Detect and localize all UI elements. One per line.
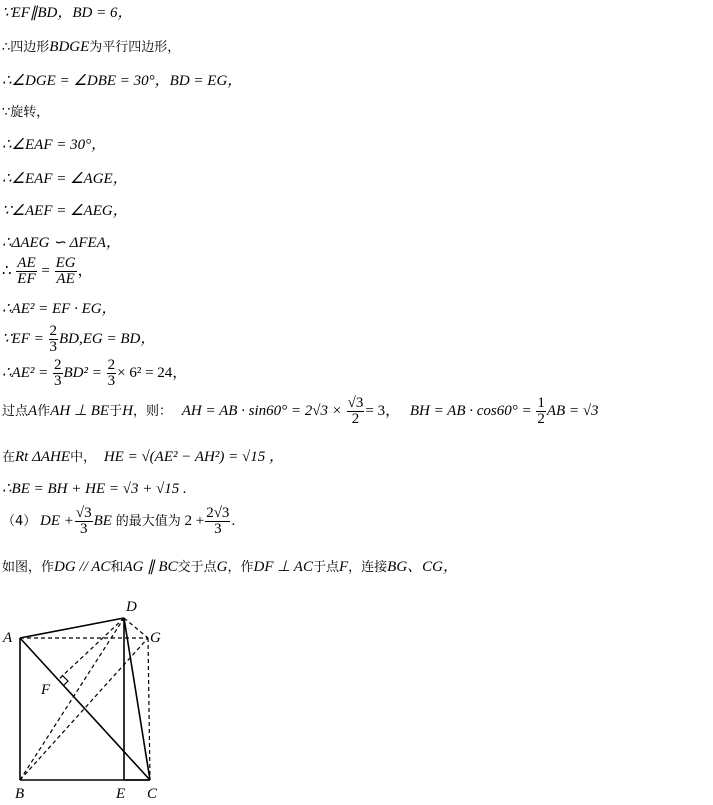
fraction-eg-ae: $\frac{EG}{AE}$ <box>55 255 76 287</box>
line-4: ∵旋转， <box>2 105 50 120</box>
label-e: E <box>116 786 126 802</box>
line-17: 如图，作DG // AC和AG ∥ BC交于点G，作DF ⊥ AC于点F，连接BG、CG， <box>2 559 458 575</box>
fraction-two-thirds-a: $\frac{2}{3}$ <box>54 357 62 389</box>
segment-gc <box>148 638 150 780</box>
line-8: ∴ΔAEG ∽ ΔFEA， <box>2 235 121 251</box>
line-2: ∴四边形BDGE为平行四边形， <box>2 39 181 55</box>
line-1: ∵EF∥BD，BD = 6， <box>2 5 133 21</box>
line-15: ∴BE = BH + HE = √3 + √15 . <box>2 481 187 497</box>
line-7: ∵∠AEF = ∠AEG， <box>2 203 128 219</box>
line-14: 在Rt ΔAHE中， HE = √(AE² − AH²) = √15 ， <box>2 449 284 465</box>
label-g: G <box>150 630 161 646</box>
fraction-two-thirds-b: $\frac{2}{3}$ <box>107 357 116 389</box>
line-10: ∴AE² = EF · EG， <box>2 301 117 317</box>
fraction-one-half: $\frac{1}{2}$ <box>537 395 545 427</box>
segment-dg <box>124 618 148 638</box>
line-6: ∴∠EAF = ∠AGE， <box>2 171 128 187</box>
fraction-sqrt3-over-2: $\frac{√3}{2}$ <box>347 395 364 427</box>
label-a: A <box>3 630 13 646</box>
line-11: ∵EF = $\frac{2}{3}$ BD,EG = BD， <box>2 323 156 355</box>
line-3: ∴∠DGE = ∠DBE = 30°，BD = EG， <box>2 73 243 89</box>
fraction-sqrt3-over-3: $\frac{√3}{3}$ <box>75 505 92 537</box>
label-c: C <box>147 786 158 802</box>
line-16: （4） DE + $\frac{√3}{3}$ BE 的最大值为 2 + $\frac{2√3}{3}$ . <box>2 505 236 537</box>
line-9: ∴ $\frac{AE}{EF}$ = $\frac{EG}{AE}$ ， <box>2 255 93 287</box>
fraction-two-thirds: $\frac{2}{3}$ <box>49 323 57 355</box>
geometry-figure <box>0 590 200 805</box>
label-b: B <box>15 786 25 802</box>
segment-df <box>58 618 124 680</box>
label-d: D <box>126 599 137 615</box>
segment-ad <box>20 618 124 638</box>
line-13: 过点A作AH ⊥ BE于H，则： AH = AB · sin60° = 2√3 × $\frac{√3}{2}$ = 3， BH = AB · cos60° = $\frac{1}{2}$ AB = √3 <box>2 395 599 427</box>
line-5: ∴∠EAF = 30°， <box>2 137 107 153</box>
line-12: ∴AE² = $\frac{2}{3}$ BD² = $\frac{2}{3}$ × 6² = 24， <box>2 357 188 389</box>
fraction-ae-ef: $\frac{AE}{EF}$ <box>17 255 36 287</box>
fraction-two-sqrt3-over-3: $\frac{2√3}{3}$ <box>206 505 230 537</box>
segment-bd <box>20 618 124 780</box>
label-f: F <box>41 682 51 698</box>
